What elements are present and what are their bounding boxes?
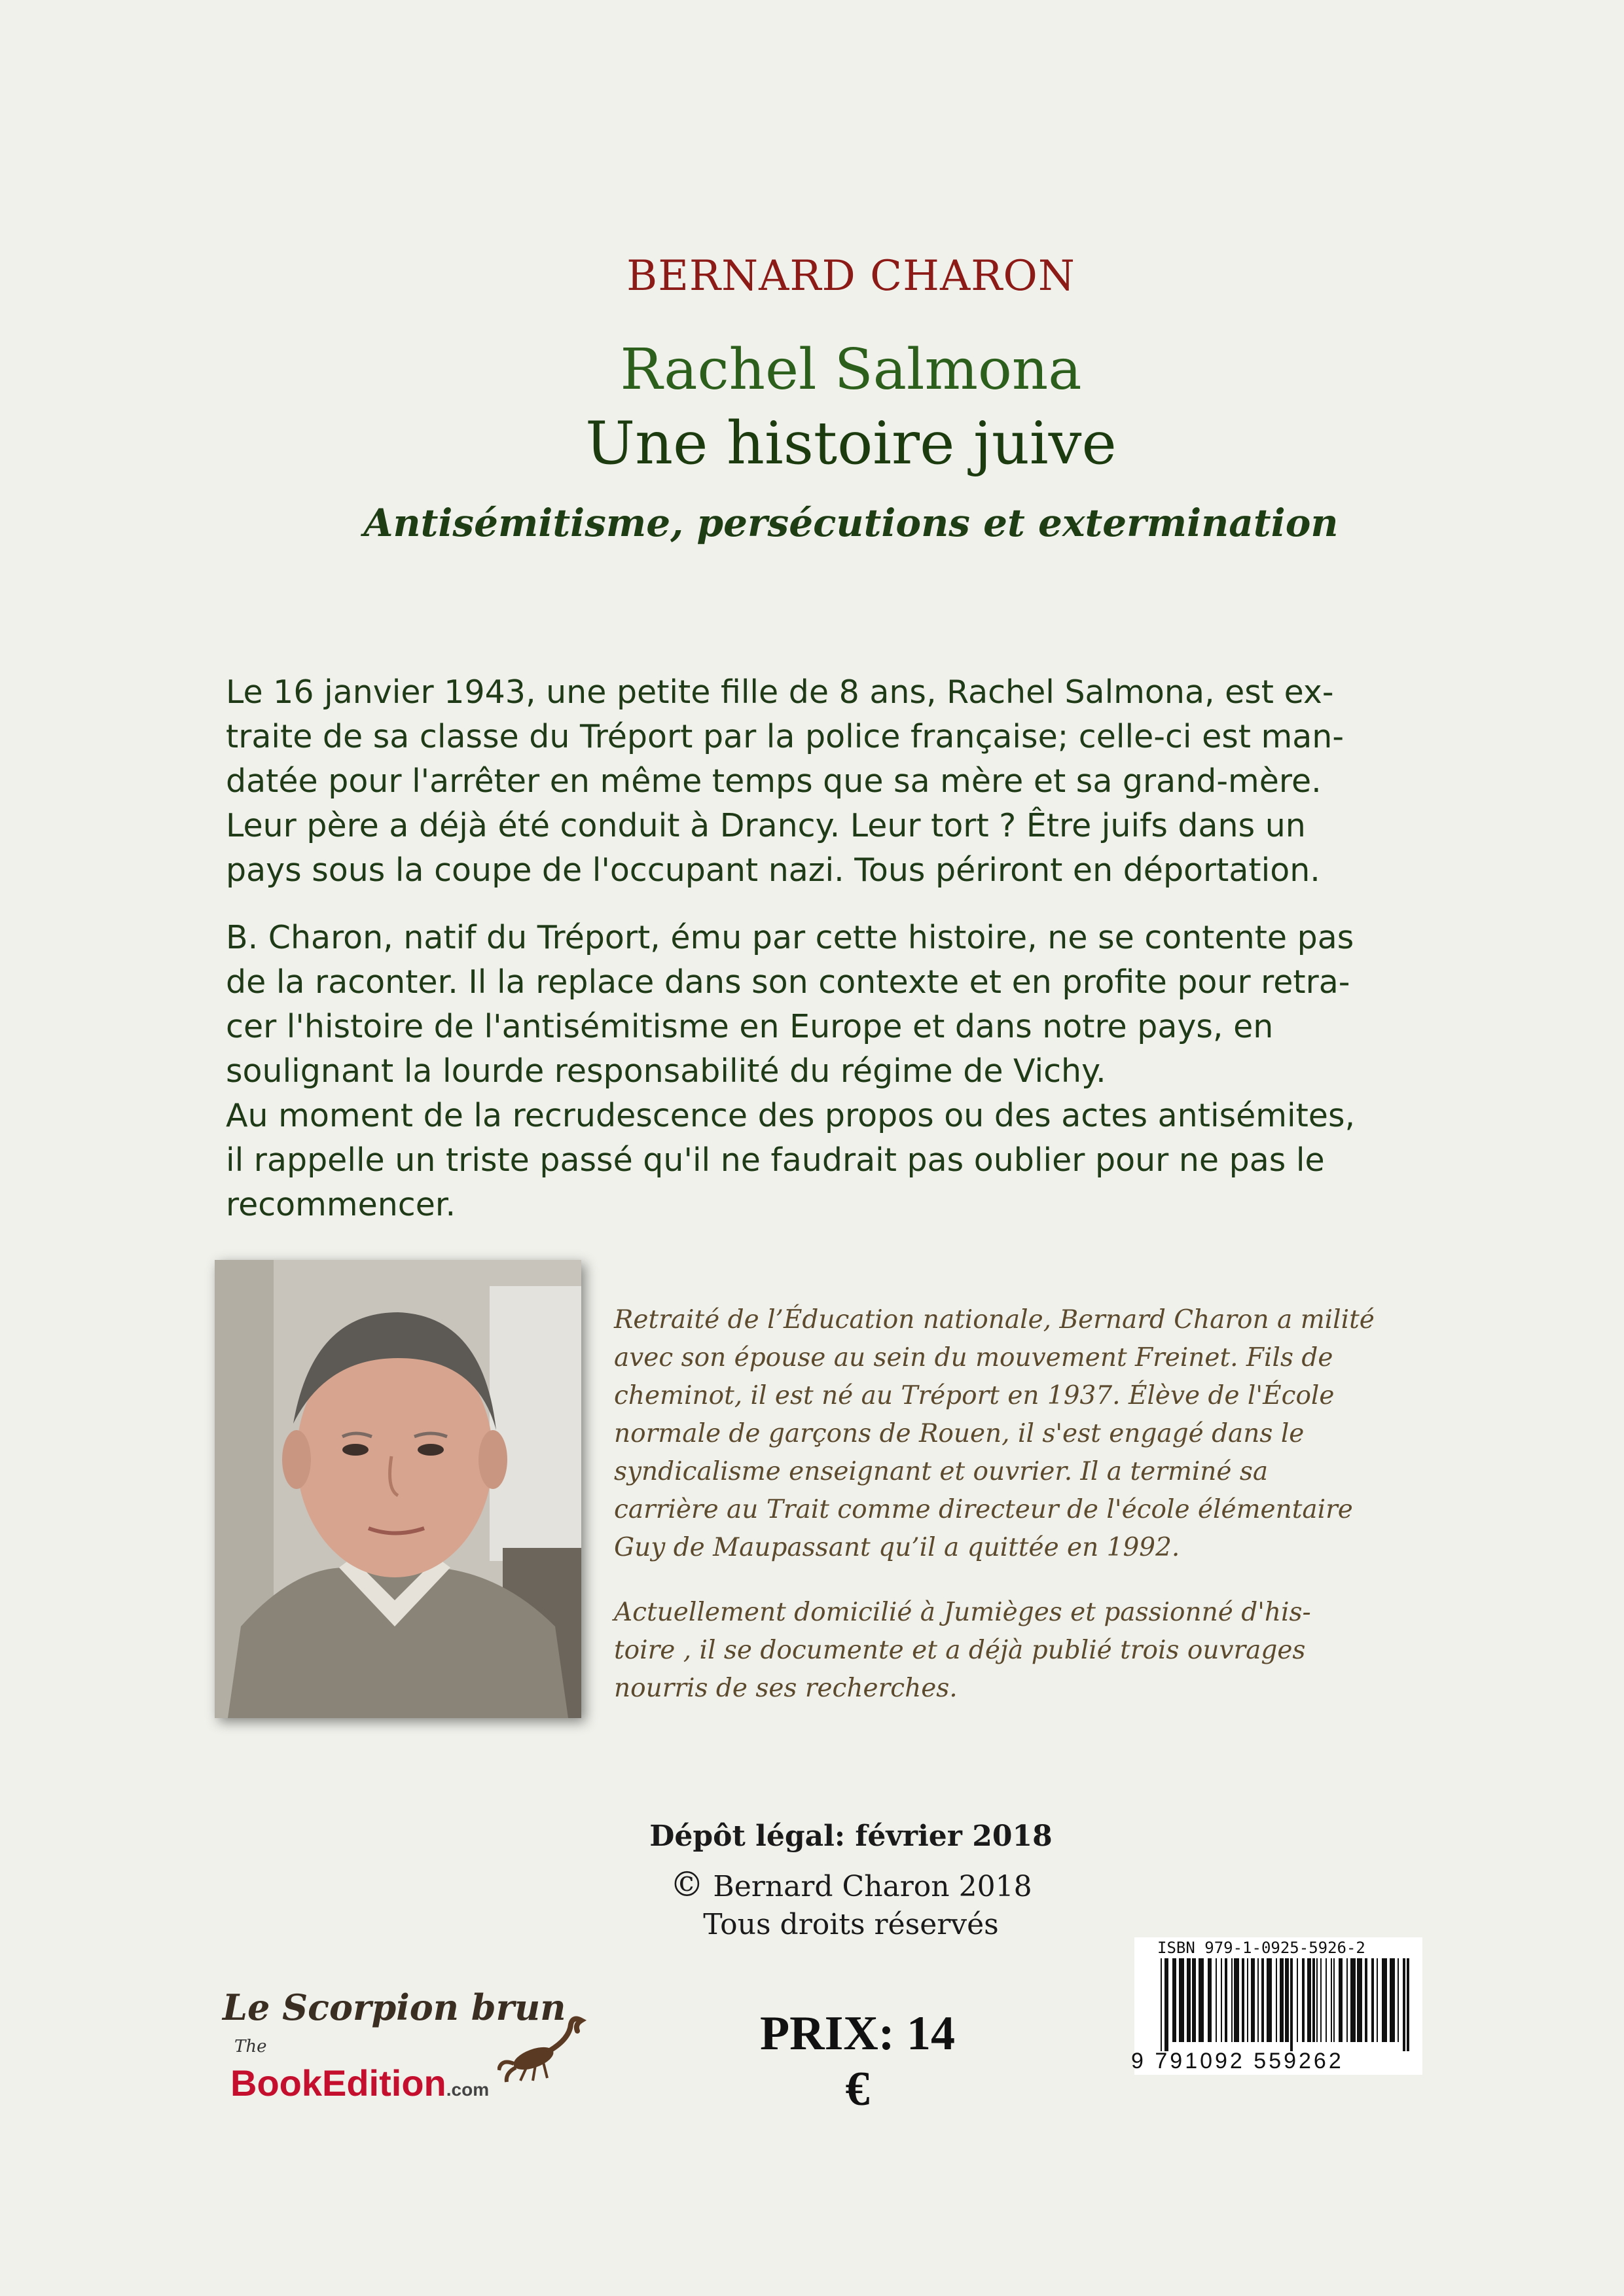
barcode-bar (1199, 1958, 1204, 2042)
barcode-bar (1179, 1958, 1184, 2042)
isbn-label: ISBN 979-1-0925-5926-2 (1157, 1939, 1365, 1957)
barcode-bar (1285, 1958, 1289, 2042)
barcode-bar (1320, 1958, 1322, 2042)
blurb-line: pays sous la coupe de l'occupant nazi. Tous périront en déportation. (226, 852, 1320, 889)
barcode-digits (1131, 2049, 1344, 2074)
barcode-bar (1192, 1958, 1196, 2042)
barcode-bar (1302, 1958, 1305, 2042)
barcode-bar (1371, 1958, 1374, 2042)
blurb-line: Leur père a déjà été conduit à Drancy. Leur tort ? Être juifs dans un (226, 807, 1306, 844)
blurb-line: traite de sa classe du Tréport par la police française; celle-ci est man- (226, 718, 1344, 755)
barcode-bar (1403, 1958, 1405, 2051)
scorpion-icon (497, 2013, 589, 2087)
bio-line: Guy de Maupassant qu’il a quittée en 1992. (614, 1533, 1180, 1562)
bio-line: cheminot, il est né au Tréport en 1937. Élève de l'École (614, 1381, 1335, 1410)
publisher-logo-the: The (234, 2037, 267, 2056)
barcode-bar (1331, 1958, 1332, 2042)
blurb-line: Le 16 janvier 1943, une petite fille de 8 ans, Rachel Salmona, est ex- (226, 673, 1334, 711)
barcode-bar (1398, 1958, 1399, 2042)
barcode-bar (1307, 1958, 1311, 2042)
copyright-text: Bernard Charon 2018 (713, 1870, 1032, 1903)
barcode-group1: 791092 (1155, 2049, 1245, 2073)
barcode-bar (1247, 1958, 1248, 2042)
barcode-group2: 559262 (1254, 2049, 1344, 2073)
rights-reserved: Tous droits réservés (703, 1908, 999, 1941)
barcode-bar (1172, 1958, 1176, 2042)
blurb-line: Au moment de la recrudescence des propos ou des actes antisémites, (226, 1097, 1356, 1134)
bookedition-com: .com (446, 2079, 490, 2100)
blurb-line: il rappelle un triste passé qu'il ne faudrait pas oublier pour ne pas le (226, 1141, 1325, 1179)
legal-deposit: Dépôt légal: février 2018 (649, 1820, 1053, 1853)
barcode-bar (1377, 1958, 1378, 2042)
publisher-logo-scorpion-brun: Le Scorpion brun (223, 1986, 566, 2028)
barcode-bar (1216, 1958, 1217, 2042)
barcode-bar (1350, 1958, 1356, 2042)
barcode-bar (1225, 1958, 1227, 2042)
blurb-line: datée pour l'arrêter en même temps que sa mère et sa grand-mère. (226, 762, 1322, 800)
barcode-bar (1390, 1958, 1395, 2042)
blurb-line: soulignant la lourde responsabilité du régime de Vichy. (226, 1052, 1106, 1090)
book-title-line2: Une histoire juive (585, 409, 1117, 478)
blurb-line: B. Charon, natif du Tréport, ému par cette histoire, ne se contente pas (226, 919, 1354, 956)
bio-line: toire , il se documente et a déjà publié trois ouvrages (614, 1636, 1306, 1665)
barcode-bar (1276, 1958, 1277, 2042)
barcode-bar (1267, 1958, 1272, 2042)
barcode-bar (1164, 1958, 1168, 2051)
barcode-bar (1251, 1958, 1255, 2042)
author-photo (215, 1260, 581, 1718)
barcode-bar (1382, 1958, 1387, 2042)
bio-line: nourris de ses recherches. (614, 1674, 958, 1703)
copyright-icon: © (670, 1865, 704, 1905)
barcode-bar (1234, 1958, 1239, 2042)
barcode-bar (1326, 1958, 1327, 2042)
blurb-line: recommencer. (226, 1186, 456, 1223)
publisher-logo-bookedition (230, 2062, 489, 2104)
barcode-first-digit: 9 (1131, 2049, 1146, 2073)
barcode-bar (1333, 1958, 1335, 2042)
book-title-line1: Rachel Salmona (620, 337, 1082, 403)
barcode-bar (1357, 1958, 1362, 2042)
blurb-line: cer l'histoire de l'antisémitisme en Europe et dans notre pays, en (226, 1008, 1274, 1045)
barcode-bar (1261, 1958, 1264, 2042)
bio-line: Actuellement domicilié à Jumièges et passionné d'his- (614, 1598, 1311, 1627)
barcode-bar (1316, 1958, 1318, 2042)
barcode-bar (1346, 1958, 1348, 2042)
blurb-line: de la raconter. Il la replace dans son contexte et en profite pour retra- (226, 963, 1350, 1001)
barcode-bar (1231, 1958, 1233, 2042)
bio-line: syndicalisme enseignant et ouvrier. Il a terminé sa (614, 1457, 1269, 1486)
barcode-bar (1161, 1958, 1162, 2051)
barcode-bar (1257, 1958, 1259, 2042)
price-label: PRIX: 14 € (759, 2007, 956, 2116)
barcode-bar (1221, 1958, 1222, 2042)
barcode-bar (1208, 1958, 1212, 2042)
barcode-bar (1365, 1958, 1367, 2042)
bio-line: avec son épouse au sein du mouvement Freinet. Fils de (614, 1343, 1333, 1372)
bio-line: carrière au Trait comme directeur de l'école élémentaire (614, 1495, 1353, 1524)
barcode-bar (1290, 1958, 1293, 2051)
book-subtitle: Antisémitisme, persécutions et extermination (363, 501, 1339, 545)
copyright-line (0, 1865, 1624, 1905)
barcode-bar (1242, 1958, 1244, 2042)
bookedition-name: BookEdition (230, 2062, 446, 2104)
bio-line: normale de garçons de Rouen, il s'est engagé dans le (614, 1419, 1305, 1448)
barcode-bar (1187, 1958, 1191, 2042)
bio-line: Retraité de l’Éducation nationale, Bernard Charon a milité (614, 1305, 1375, 1335)
barcode-bar (1280, 1958, 1284, 2042)
barcode-bar (1407, 1958, 1409, 2051)
barcode-bar (1297, 1958, 1298, 2042)
author-name: BERNARD CHARON (626, 252, 1075, 300)
barcode-bar (1339, 1958, 1343, 2042)
barcode-bar (1312, 1958, 1315, 2042)
